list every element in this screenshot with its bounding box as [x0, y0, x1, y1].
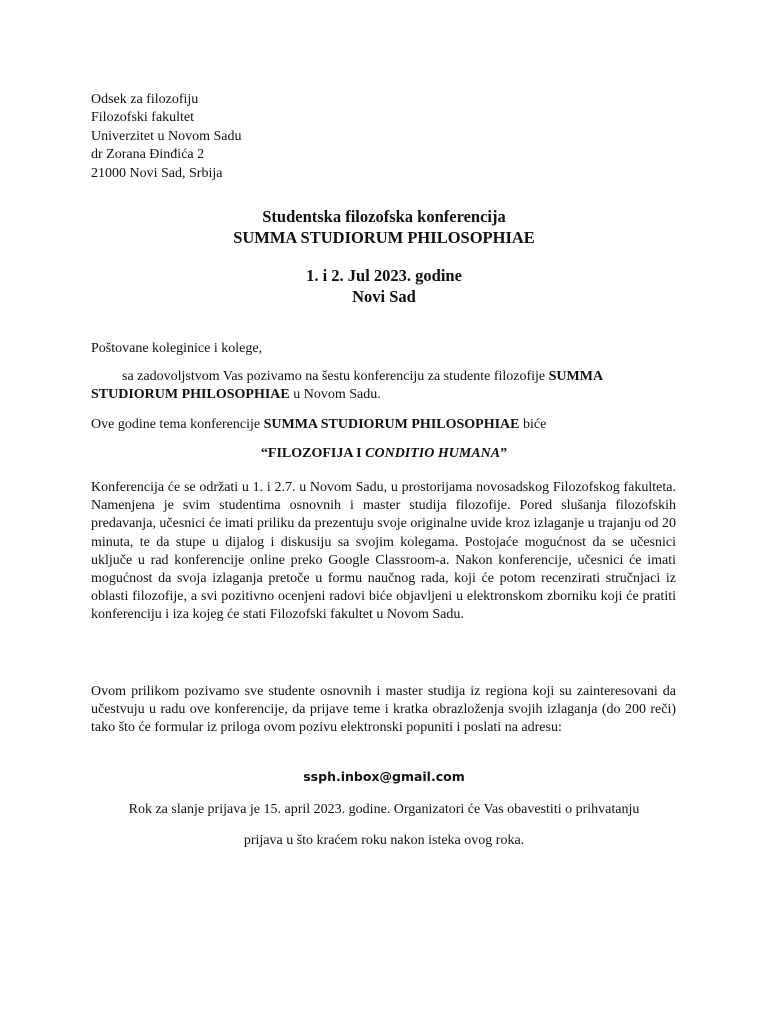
theme-intro-paragraph	[91, 416, 676, 434]
theme-italic: CONDITIO HUMANA	[365, 446, 501, 461]
conference-title	[0, 206, 768, 248]
conference-subtitle: Studentska filozofska konferencija	[262, 207, 506, 226]
address-line: Filozofski fakultet	[91, 110, 195, 126]
contact-email[interactable]: ssph.inbox@gmail.com	[303, 769, 465, 784]
conference-date-block	[0, 265, 768, 307]
deadline-line-1: Rok za slanje prijava je 15. april 2023. godine. Organizatori će Vas obavestiti o prihvatanju	[128, 802, 640, 817]
text: biće	[519, 417, 547, 432]
conference-location: Novi Sad	[352, 287, 416, 306]
theme-quote-close: ”	[500, 446, 508, 461]
invitation-paragraph	[91, 368, 676, 404]
conference-name-inline: SUMMA STUDIORUM PHILOSOPHIAE	[263, 417, 520, 432]
deadline-line-2: prijava u što kraćem roku nakon isteka ovog roka.	[243, 833, 525, 848]
sender-address	[91, 91, 241, 183]
greeting: Poštovane koleginice i kolege,	[91, 341, 263, 356]
text: Ove godine tema konferencije	[91, 417, 264, 432]
text: u Novom Sadu.	[289, 387, 381, 403]
conference-name: SUMMA STUDIORUM PHILOSOPHIAE	[233, 228, 535, 247]
address-line: 21000 Novi Sad, Srbija	[91, 165, 223, 181]
text: sa zadovoljstvom Vas pozivamo na šestu konferenciju za studente filozofije	[122, 369, 549, 384]
conference-date: 1. i 2. Jul 2023. godine	[306, 266, 462, 285]
conference-description: Konferencija će se održati u 1. i 2.7. u Novom Sadu, u prostorijama novosadskog Filozofskog fakulteta. Namenjena je svim studentima osnovnih i master studija filozofije. Pored slušanja filozofskih predavanja, učesnici će imati priliku da prezentuju svoje originalne uvide kroz izlaganje u trajanju od 20 minuta, te da stupe u dijalog i diskusiju sa svojim kolegama. Postojaće mogućnost da se učesnici uključe u rad konferencije online preko Google Classroom-a. Nakon konferencije, učesnici će imati mogućnost da svoja izlaganja pretoče u formu naučnog rada, koji će potom recenzirati stručnjaci iz oblasti filozofije, a svi pozitivno ocenjeni radovi biće objavljeni u elektronskom zborniku koji će pratiti konferenciju i iza kojeg će stati Filozofski fakultet u Novom Sadu.	[91, 480, 676, 623]
conference-name-inline: SUMMA STUDIORUM PHILOSOPHIAE	[91, 369, 603, 403]
theme-text: “FILOZOFIJA I	[260, 446, 366, 461]
address-line: Odsek za filozofiju	[91, 92, 199, 107]
conference-theme	[0, 446, 768, 462]
address-line: Univerzitet u Novom Sadu	[91, 128, 242, 144]
call-for-papers-paragraph: Ovom prilikom pozivamo sve studente osnovnih i master studija iz regiona koji su zainteresovani da učestvuju u radu ove konferencije, da prijave teme i kratka obrazloženja svojih izlaganja (do 200 reči) tako što će formular iz priloga ovom pozivu elektronski popuniti i poslati na adresu:	[91, 684, 676, 736]
address-line: dr Zorana Đinđića 2	[91, 147, 205, 163]
